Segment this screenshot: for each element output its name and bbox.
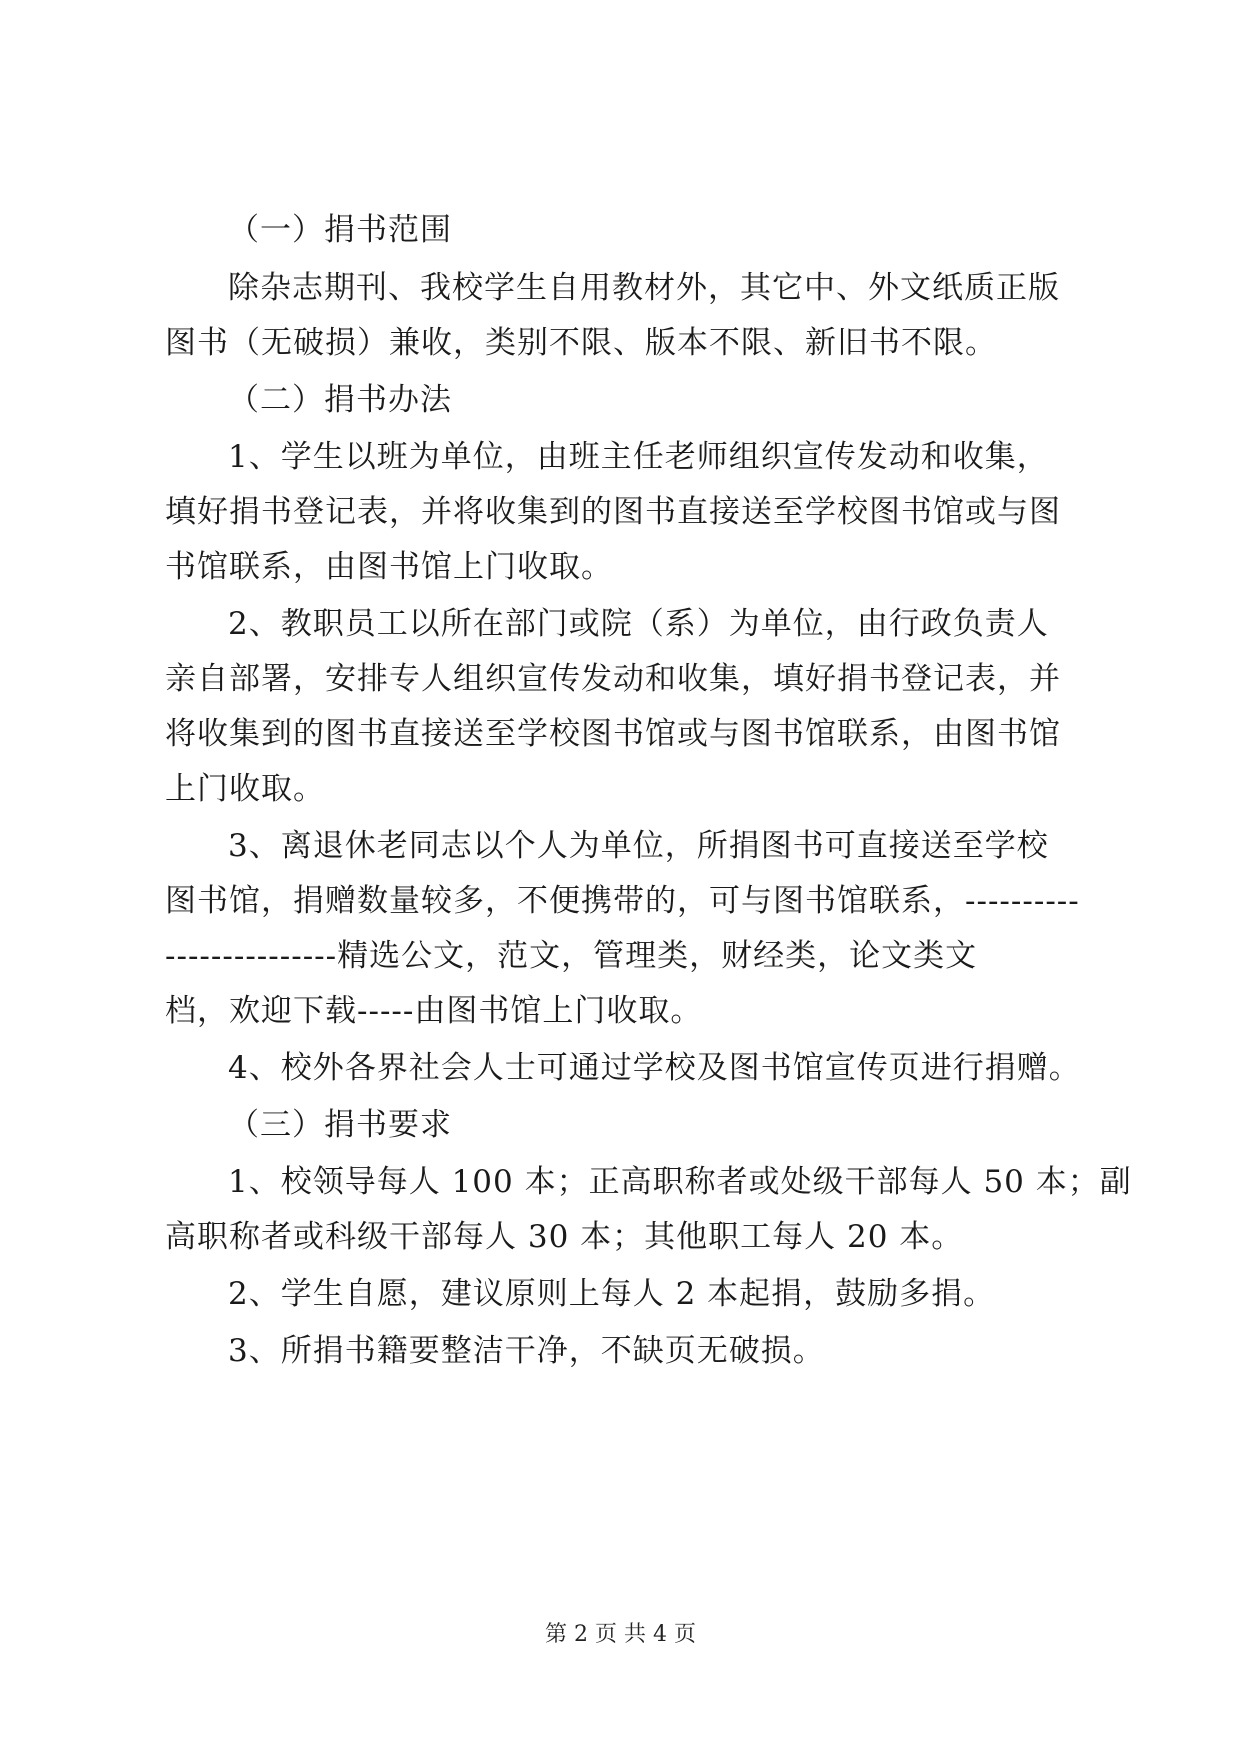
paragraph-line: 图书（无破损）兼收，类别不限、版本不限、新旧书不限。 [165, 325, 997, 361]
paragraph-line: 1、校领导每人 100 本；正高职称者或处级干部每人 50 本；副 [228, 1164, 1132, 1200]
paragraph-line: 3、离退休老同志以个人为单位，所捐图书可直接送至学校 [228, 828, 1049, 864]
page-number-footer: 第 2 页 共 4 页 [545, 1622, 696, 1647]
paragraph-line: 图书馆，捐赠数量较多，不便携带的，可与图书馆联系，---------- [165, 883, 1080, 919]
section-heading-scope: （一）捐书范围 [228, 212, 452, 248]
paragraph-line: 亲自部署，安排专人组织宣传发动和收集，填好捐书登记表，并 [165, 661, 1061, 697]
paragraph-line: 书馆联系，由图书馆上门收取。 [165, 549, 613, 585]
paragraph-line: ---------------精选公文，范文，管理类，财经类，论文类文 [165, 938, 978, 974]
paragraph-line: 4、校外各界社会人士可通过学校及图书馆宣传页进行捐赠。 [228, 1050, 1081, 1086]
section-heading-requirements: （三）捐书要求 [228, 1107, 452, 1143]
paragraph-line: 档，欢迎下载-----由图书馆上门收取。 [165, 993, 703, 1029]
paragraph-line: 填好捐书登记表，并将收集到的图书直接送至学校图书馆或与图 [165, 494, 1061, 530]
paragraph-line: 将收集到的图书直接送至学校图书馆或与图书馆联系，由图书馆 [165, 716, 1061, 752]
paragraph-line: 2、教职员工以所在部门或院（系）为单位，由行政负责人 [228, 606, 1049, 642]
paragraph-line: 除杂志期刊、我校学生自用教材外，其它中、外文纸质正版 [228, 270, 1060, 306]
paragraph-line: 3、所捐书籍要整洁干净，不缺页无破损。 [228, 1333, 825, 1369]
paragraph-line: 2、学生自愿，建议原则上每人 2 本起捐，鼓励多捐。 [228, 1276, 996, 1312]
paragraph-line: 高职称者或科级干部每人 30 本；其他职工每人 20 本。 [165, 1219, 964, 1255]
section-heading-method: （二）捐书办法 [228, 382, 452, 418]
paragraph-line: 1、学生以班为单位，由班主任老师组织宣传发动和收集， [228, 439, 1049, 475]
paragraph-line: 上门收取。 [165, 771, 325, 807]
